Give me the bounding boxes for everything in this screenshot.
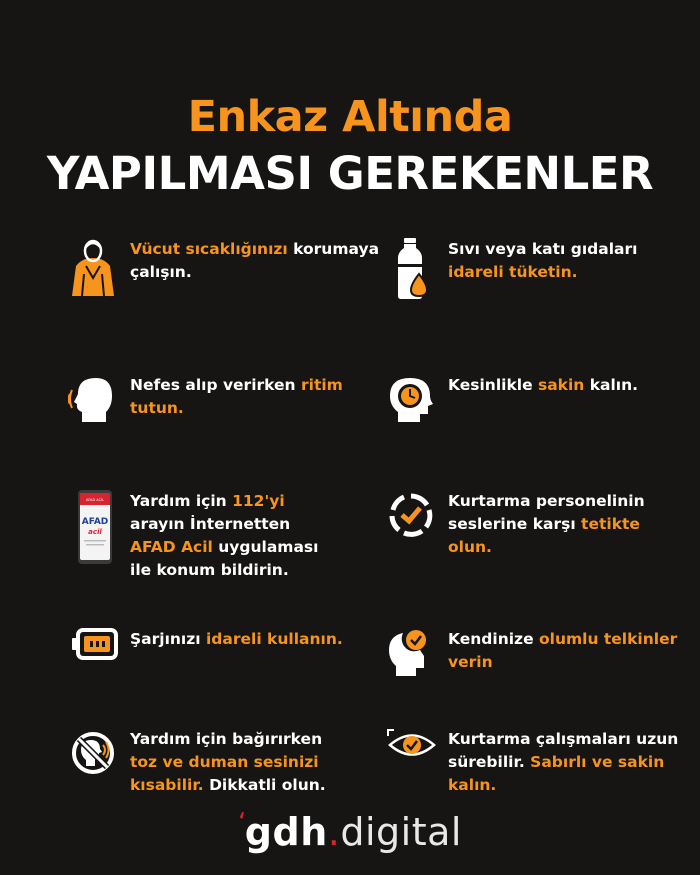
tip-text bbox=[130, 238, 380, 284]
tip-text-part: Dikkatli olun. bbox=[203, 776, 326, 794]
tip-text-part: sakin bbox=[537, 376, 585, 394]
tip-text-part: kullanın. bbox=[261, 630, 343, 648]
tip-text-part: 112'yi bbox=[232, 492, 285, 510]
tip-text bbox=[130, 628, 380, 651]
tip-text-part: Kesinlikle bbox=[448, 376, 538, 394]
tip-text-part: olumlu bbox=[538, 630, 599, 648]
logo-dot-icon: . bbox=[327, 810, 341, 854]
title-line-2: YAPILMASI GEREKENLER bbox=[46, 147, 654, 200]
tip-text bbox=[448, 374, 698, 397]
tip-text bbox=[448, 628, 698, 674]
tip-text-part: uygulaması ile konum bildirin. bbox=[130, 538, 319, 579]
tip-text-part: kalın. bbox=[584, 376, 639, 394]
tip-text bbox=[448, 238, 698, 284]
phone-afad-icon bbox=[78, 490, 118, 564]
logo-part-bold: gdh bbox=[244, 810, 328, 854]
tip-text-part: toz ve duman sesinizi kısabilir. bbox=[130, 753, 319, 794]
tip-text-part: Vücut sıcaklığınızı bbox=[130, 240, 288, 258]
tip-text-part: idareli bbox=[205, 630, 262, 648]
tip-text-part: Sabırlı ve sakin kalın. bbox=[448, 753, 665, 794]
water-bottle-icon bbox=[386, 238, 436, 298]
tip-text-part: Yardım için bbox=[130, 492, 233, 510]
tip-text-part: telkinler verin bbox=[448, 630, 678, 671]
title-line-1: Enkaz Altında bbox=[187, 92, 513, 142]
positive-head-icon bbox=[386, 628, 436, 688]
tip-text bbox=[448, 490, 663, 559]
tip-text-part: idareli tüketin. bbox=[448, 263, 578, 281]
tip-text-part: korumaya çalışın. bbox=[130, 240, 380, 281]
afad-app-name: AFAD bbox=[81, 517, 109, 527]
tip-text-part: arayın İnternetten bbox=[130, 515, 291, 533]
tip-text-part: tetikte olun. bbox=[448, 515, 640, 556]
tip-text-part: Kurtarma personelinin seslerine karşı bbox=[448, 492, 645, 533]
patience-eye-icon bbox=[386, 728, 436, 788]
tip-text bbox=[448, 728, 698, 797]
afad-app-sub: acil bbox=[88, 528, 102, 536]
tip-text bbox=[130, 374, 380, 420]
tip-text-part: Kurtarma çalışmaları uzun sürebilir. bbox=[448, 730, 679, 771]
tip-text-part: ritim tutun. bbox=[130, 376, 343, 417]
breathing-head-icon bbox=[68, 374, 118, 434]
tip-text-part: Sıvı veya katı gıdaları bbox=[448, 240, 638, 258]
tip-text-part: Kendinize bbox=[448, 630, 539, 648]
logo-part-light: digital bbox=[340, 810, 462, 854]
calm-head-clock-icon bbox=[386, 374, 436, 434]
tip-text-part: Yardım için bağırırken bbox=[130, 730, 323, 748]
logo-accent-mark-icon: ‘ bbox=[238, 808, 247, 838]
afad-topbar: AFAD ACİL bbox=[85, 498, 105, 502]
tip-text-part: AFAD Acil bbox=[130, 538, 213, 556]
no-shouting-icon bbox=[68, 728, 118, 788]
tip-text-part: Şarjınızı bbox=[130, 630, 206, 648]
blanket-person-icon bbox=[68, 238, 118, 298]
tip-text bbox=[130, 490, 340, 582]
alert-check-icon bbox=[386, 490, 436, 550]
battery-icon bbox=[68, 628, 118, 688]
tip-text bbox=[130, 728, 340, 797]
tip-text-part: Nefes alıp verirken bbox=[130, 376, 301, 394]
brand-logo bbox=[0, 808, 700, 854]
